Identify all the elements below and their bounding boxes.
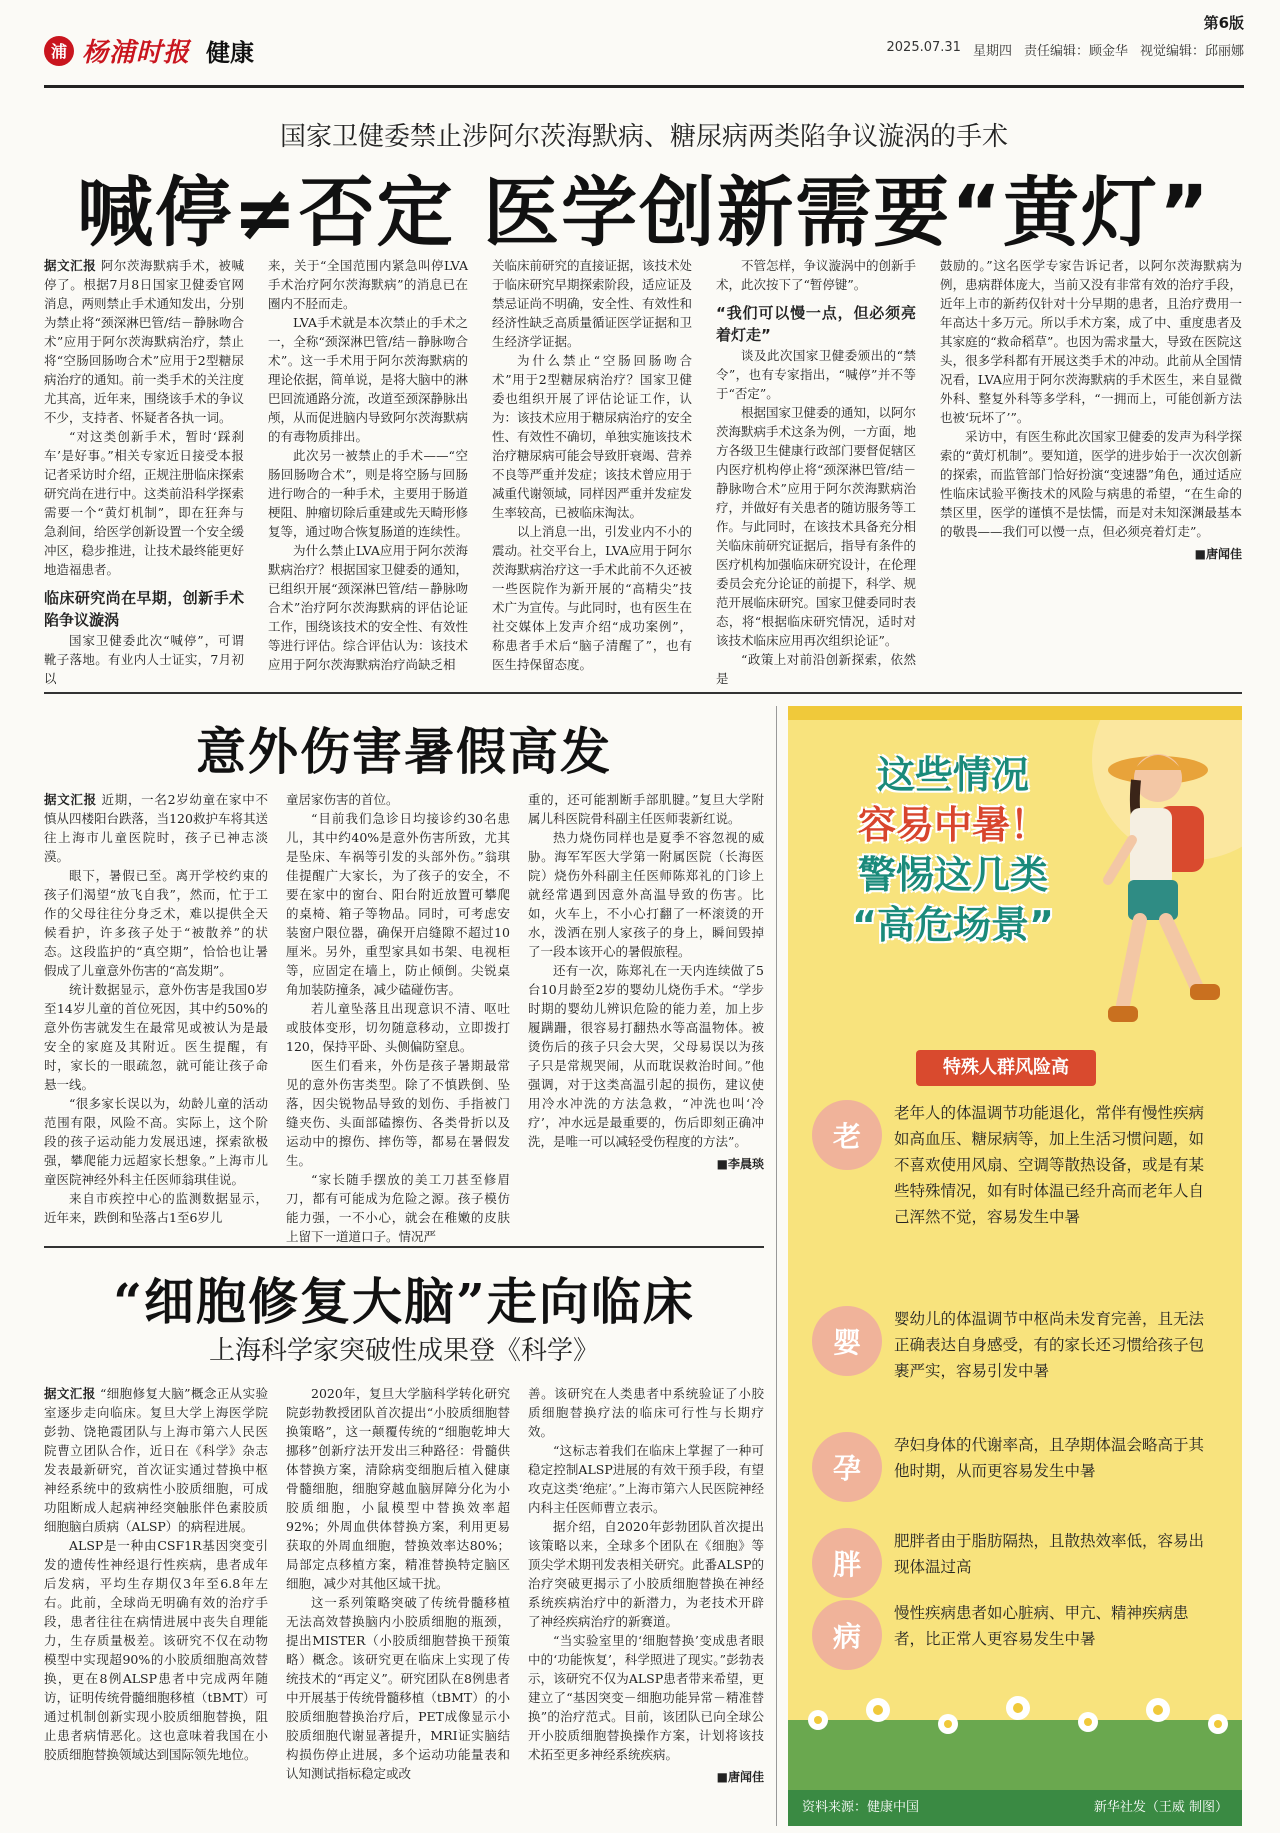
story1-column-3 bbox=[492, 256, 692, 686]
risk-group-infant bbox=[812, 1306, 1212, 1384]
story2-column-3 bbox=[528, 790, 764, 1230]
flowers-decoration-icon bbox=[788, 1660, 1242, 1790]
paragraph: 据介绍，自2020年彭勃团队首次提出该策略以来，全球多个团队在《细胞》等顶尖学术期刊发表相关研究。此番ALSP的治疗突破更揭示了小胶质细胞替换在神经系统疾病治疗中的新潜力，为老技术开辟了神经疾病治疗的新赛道。 bbox=[528, 1519, 764, 1629]
paragraph: 眼下，暑假已至。离开学校约束的孩子们渴望“放飞自我”，然而，忙于工作的父母往往分身乏术，难以提供全天候看护，许多孩子处于“被散养”的状态。这段监护的“真空期”，恰恰也让暑假成了儿童意外伤害的“高发期”。 bbox=[44, 868, 268, 978]
story2-column-2 bbox=[286, 790, 510, 1244]
risk-group-text: 孕妇身体的代谢率高，且孕期体温会略高于其他时期，从而更容易发生中暑 bbox=[894, 1436, 1205, 1480]
hiker-illustration-icon bbox=[1048, 730, 1242, 1060]
paragraph: 2020年，复旦大学脑科学转化研究院彭勃教授团队首次提出“小胶质细胞替换策略”，这一颠覆传统的“细胞乾坤大挪移”创新疗法开发出三种路径：骨髓供体替换方案，清除病变细胞后植入健康骨髓细胞，细胞穿越血脑屏障分化为小胶质细胞，小鼠模型中替换效率超92%；外周血供体替换方案，利用更易获取的外周血细胞，替换效率达80%；局部定点移植方案，精准替换特定脑区细胞，减少对其他区域干扰。 bbox=[286, 1386, 510, 1591]
story1-kicker: 国家卫健委禁止涉阿尔茨海默病、糖尿病两类陷争议漩涡的手术 bbox=[279, 122, 1008, 152]
paragraph: “政策上对前沿创新探索，依然是 bbox=[716, 652, 916, 686]
issue-date: 2025.07.31 bbox=[886, 40, 961, 55]
story3-headline: “细胞修复大脑”走向临床 bbox=[113, 1272, 695, 1331]
paragraph: 根据国家卫健委的通知，以阿尔茨海默病手术这条为例，一方面，地方各级卫生健康行政部门要督促辖区内医疗机构停止将“颈深淋巴管/结－静脉吻合术”应用于阿尔茨海默病治疗，并做好有关患者的随访服务等工作。与此同时，在该技术具备充分相关临床前研究证据后，指导有条件的医疗机构加强临床研究设计，在伦理委员会充分论证的前提下，科学、规范开展临床研究。国家卫健委同时表态，将“根据临床研究情况，适时对该技术临床应用再次组织论证”。 bbox=[716, 405, 917, 648]
paragraph: 医生们看来，外伤是孩子暑期最常见的意外伤害类型。除了不慎跌倒、坠落，因尖锐物品导致的划伤、手指被门缝夹伤、头面部磕擦伤、各类骨折以及运动中的擦伤、摔伤等，都易在暑假发生。 bbox=[286, 1058, 510, 1168]
story1-source: 据文汇报 bbox=[44, 258, 97, 273]
story3-source: 据文汇报 bbox=[44, 1386, 96, 1401]
editor-credit: 责任编辑：顾金华 bbox=[1023, 44, 1128, 59]
story3-byline: ■唐闻佳 bbox=[716, 1770, 764, 1784]
paragraph: 以上消息一出，引发业内不小的震动。社交平台上，LVA应用于阿尔茨海默病治疗这一手术此前不久还被一些医院作为新开展的“高精尖”技术广为宣传。与此同时，也有医生在社交媒体上发声介绍“成功案例”，称患者手术后“脑子清醒了”，也有医生持保留态度。 bbox=[492, 524, 693, 672]
dateline bbox=[887, 40, 1244, 59]
story3-column-2 bbox=[286, 1384, 510, 1824]
paragraph: “细胞修复大脑”概念正从实验室逐步走向临床。复旦大学上海医学院彭勃、饶艳霞团队与上海市第六人民医院曹立团队合作，近日在《科学》杂志发表最新研究，首次证实通过替换中枢神经系统中的致病性小胶质细胞，可成功阻断成人起病神经突触胀伴色素胶质细胞脑白质病（ALSP）的病程进展。 bbox=[44, 1386, 268, 1534]
title-line-2: 容易中暑！ bbox=[857, 803, 1048, 847]
paper-logo bbox=[44, 32, 254, 69]
story1-column-2 bbox=[268, 256, 468, 686]
paragraph: 统计数据显示，意外伤害是我国0岁至14岁儿童的首位死因，其中约50%的意外伤害就发生在最常见或被认为是最安全的家庭及其附近。医生提醒，有时，家长的一眼疏忽，就可能让孩子命悬一线。 bbox=[44, 982, 268, 1092]
paragraph: 此次另一被禁止的手术——“空肠回肠吻合术”，则是将空肠与回肠进行吻合的一种手术，主要用于肠道梗阻、肿瘤切除后重建或先天畸形修复等，通过吻合恢复肠道的连续性。 bbox=[268, 448, 469, 539]
paragraph: 阿尔茨海默病手术，被喊停了。根据7月8日国家卫健委官网消息，两则禁止手术通知发出，分别为禁止将“颈深淋巴管/结－静脉吻合术”应用于阿尔茨海默病治疗，禁止将“空肠回肠吻合术”应用于2型糖尿病治疗的通知。前一类手术的关注度尤其高，近年来，围绕该手术的争议不少，支持者、怀疑者各执一词。 bbox=[44, 258, 245, 425]
paragraph: “对这类创新手术，暂时‘踩刹车’是好事。”相关专家近日接受本报记者采访时介绍，正规注册临床探索研究尚在进行中。这类前沿科学探索需要一个“黄灯机制”，即在狂奔与急刹间，给医学创新设置一个安全缓冲区，稳步推进，让技术最终能更好地造福患者。 bbox=[44, 429, 245, 577]
risk-group-obese bbox=[812, 1528, 1212, 1598]
paragraph: “家长随手摆放的美工刀甚至修眉刀，都有可能成为危险之源。孩子模仿能力强，一不小心，就会在稚嫩的皮肤上留下一道道口子。情况严 bbox=[286, 1172, 510, 1244]
infographic-credit: 新华社发（王威 制图） bbox=[1093, 1800, 1228, 1815]
mother-baby-icon: 婴 bbox=[812, 1306, 882, 1376]
paragraph: “当实验室里的‘细胞替换’变成患者眼中的‘功能恢复’，科学照进了现实。”彭勃表示，该研究不仅为ALSP患者带来希望，更建立了“基因突变－细胞功能异常－精准替换”的治疗范式。目前，该团队已向全球公开小胶质细胞替换操作方案，计划将该技术拓至更多神经系统疾病。 bbox=[528, 1633, 764, 1762]
paragraph: 若儿童坠落且出现意识不清、呕吐或肢体变形，切勿随意移动，立即拨打120，保持平卧、头侧偏防窒息。 bbox=[286, 1001, 510, 1054]
section-name: 健康 bbox=[206, 39, 255, 67]
paragraph: LVA手术就是本次禁止的手术之一，全称“颈深淋巴管/结－静脉吻合术”。这一手术用于阿尔茨海默病的理论依据，简单说，是将大脑中的淋巴回流通路分流，改道至颈深静脉出颅，从而促进脑内导致阿尔茨海默病的有毒物质排出。 bbox=[268, 315, 469, 444]
paragraph: 童居家伤害的首位。 bbox=[286, 792, 399, 807]
paragraph: 热力烧伤同样也是夏季不容忽视的威胁。海军军医大学第一附属医院（长海医院）烧伤外科副主任医师陈郑礼的门诊上就经常遇到因意外高温导致的伤害。比如，火车上，不小心打翻了一杯滚烫的开水，泼洒在别人家孩子的身上，瞬间毁掉了一段本该开心的暑假旅程。 bbox=[528, 830, 764, 959]
story2-column-1 bbox=[44, 790, 268, 1230]
story1-subhead-1: 临床研究尚在早期，创新手术陷争议漩涡 bbox=[44, 589, 244, 629]
elderly-icon: 老 bbox=[812, 1100, 882, 1170]
paragraph: “很多家长误以为，幼龄儿童的活动范围有限，风险不高。实际上，这个阶段的孩子运动能力发展迅速，探索欲极强，攀爬能力远超家长想象。”上海市儿童医院神经外科主任医师翁琪佳说。 bbox=[44, 1096, 268, 1187]
infographic-title bbox=[838, 750, 1068, 950]
risk-group-band: 特殊人群风险高 bbox=[916, 1050, 1096, 1086]
paper-name: 杨浦时报 bbox=[82, 38, 191, 68]
story2-source: 据文汇报 bbox=[44, 792, 97, 807]
pregnant-woman-icon: 孕 bbox=[812, 1432, 882, 1502]
paragraph: 善。该研究在人类患者中系统验证了小胶质细胞替换疗法的临床可行性与长期疗效。 bbox=[528, 1386, 764, 1439]
paragraph: 为什么禁止“空肠回肠吻合术”用于2型糖尿病治疗？国家卫健委也组织开展了评估论证工作，认为：该技术应用于糖尿病治疗的安全性、有效性不确切，单独实施该技术治疗糖尿病可能会导致肝衰竭、营养不良等严重并发症；该技术曾应用于减重代谢领域，同样因严重并发症发生率较高，已被临床淘汰。 bbox=[492, 353, 693, 520]
risk-group-pregnant bbox=[812, 1432, 1212, 1502]
paragraph: 关临床前研究的直接证据，该技术处于临床研究早期探索阶段，适应证及禁忌证尚不明确，安全性、有效性和经济性缺乏高质量循证医学证据和卫生经济学证据。 bbox=[492, 258, 693, 349]
heatstroke-infographic bbox=[788, 706, 1242, 1826]
story1-column-4 bbox=[716, 256, 916, 686]
issue-weekday: 星期四 bbox=[972, 44, 1012, 59]
story1-byline: ■唐闻佳 bbox=[1194, 547, 1242, 561]
paragraph: 来，关于“全国范围内紧急叫停LVA手术治疗阿尔茨海默病”的消息已在圈内不胫而走。 bbox=[268, 258, 468, 311]
paragraph: 不管怎样，争议漩涡中的创新手术，此次按下了“暂停键”。 bbox=[716, 258, 917, 292]
story1-column-1 bbox=[44, 256, 244, 686]
risk-group-text: 婴幼儿的体温调节中枢尚未发育完善，且无法正确表达自身感受，有的家长还习惯给孩子包裹严实，容易引发中暑 bbox=[894, 1310, 1205, 1380]
paragraph: 采访中，有医生称此次国家卫健委的发声为科学探索的“黄灯机制”。要知道，医学的进步始于一次次创新的探索，而监管部门恰好扮演“变速器”角色，通过适应性临床试验平衡技术的风险与病患的希望，“在生命的禁区里，医学的谨慎不是怯懦，而是对未知深渊最基本的敬畏——我们可以慢一点，但必须亮着灯走”。 bbox=[940, 429, 1242, 539]
paragraph: 近期，一名2岁幼童在家中不慎从四楼阳台跌落，当120救护车将其送往上海市儿童医院时，孩子已神志淡漠。 bbox=[44, 792, 268, 864]
paragraph: “这标志着我们在临床上掌握了一种可稳定控制ALSP进展的有效干预手段，有望攻克这类‘绝症’。”上海市第六人民医院神经内科主任医师曹立表示。 bbox=[528, 1443, 764, 1515]
risk-group-text: 慢性疾病患者如心脏病、甲亢、精神疾病患者，比正常人更容易发生中暑 bbox=[894, 1604, 1189, 1648]
paragraph: 重的，还可能割断手部肌腱。”复旦大学附属儿科医院骨科副主任医师裴新红说。 bbox=[528, 792, 764, 826]
obese-person-icon: 胖 bbox=[812, 1528, 882, 1598]
column-divider bbox=[776, 706, 777, 1826]
paragraph: 来自市疾控中心的监测数据显示，近年来，跌倒和坠落占1至6岁儿 bbox=[44, 1191, 268, 1225]
section-divider bbox=[44, 692, 1242, 694]
paragraph: 谈及此次国家卫健委颁出的“禁令”，也有专家指出，“喊停”并不等于“否定”。 bbox=[716, 348, 916, 401]
story1-column-5 bbox=[940, 256, 1242, 686]
visual-editor-credit: 视觉编辑：邱丽娜 bbox=[1139, 44, 1244, 59]
title-line-4: “高危场景” bbox=[852, 903, 1054, 947]
infographic-footer bbox=[788, 1790, 1242, 1826]
paragraph: 这一系列策略突破了传统骨髓移植无法高效替换脑内小胶质细胞的瓶颈，提出MISTER（小胶质细胞替换干预策略）概念。该研究更在临床上实现了传统技术的“再定义”。研究团队在8例患者中开展基于传统骨髓移植（tBMT）的小胶质细胞替换治疗后，PET成像显示小胶质细胞代谢显著提升，MRI证实脑结构损伤停止进展，多个运动功能量表和认知测试指标稳定或改 bbox=[286, 1595, 510, 1781]
story3-column-3 bbox=[528, 1384, 764, 1824]
patient-bed-icon: 病 bbox=[812, 1600, 882, 1670]
risk-group-text: 肥胖者由于脂肪隔热，且散热效率低，容易出现体温过高 bbox=[894, 1532, 1205, 1576]
risk-group-text: 老年人的体温调节功能退化，常伴有慢性疾病如高血压、糖尿病等，加上生活习惯问题，如不喜欢使用风扇、空调等散热设备，或是有某些特殊情况，如有时体温已经升高而老年人自己浑然不觉，容易发生中暑 bbox=[894, 1104, 1205, 1226]
title-line-1: 这些情况 bbox=[876, 753, 1029, 797]
paragraph: 为什么禁止LVA应用于阿尔茨海默病治疗？根据国家卫健委的通知，已组织开展“颈深淋巴管/结－静脉吻合术”治疗阿尔茨海默病的评估论证工作，围绕该技术的安全性、有效性等进行评估。综合评估认为：该技术应用于阿尔茨海默病治疗尚缺乏相 bbox=[268, 543, 469, 672]
story2-headline: 意外伤害暑假高发 bbox=[196, 722, 612, 781]
story2-byline: ■李晨琰 bbox=[716, 1157, 764, 1171]
story3-column-1 bbox=[44, 1384, 268, 1824]
paragraph: 国家卫健委此次“喊停”，可谓靴子落地。有业内人士证实，7月初以 bbox=[44, 633, 244, 686]
risk-group-elderly bbox=[812, 1100, 1212, 1230]
paragraph: “目前我们急诊日均接诊约30名患儿，其中约40%是意外伤害所致，尤其是坠床、车祸等引发的头部外伤。”翁琪佳提醒广大家长，为了孩子的安全，不要在家中的窗台、阳台附近放置可攀爬的桌椅、箱子等物品。同时，可考虑安装窗户限位器，确保开启缝隙不超过10厘米。另外，重型家具如书架、电视柜等，应固定在墙上，防止倾倒。尖锐桌角加装防撞条，减少磕碰伤害。 bbox=[286, 811, 510, 997]
story1-subhead-2: “我们可以慢一点，但必须亮着灯走” bbox=[716, 304, 916, 344]
title-line-3: 警惕这几类 bbox=[857, 853, 1048, 897]
paragraph: 鼓励的。”这名医学专家告诉记者，以阿尔茨海默病为例，患病群体庞大，当前又没有非常有效的治疗手段，近年上市的新药仅针对十分早期的患者，且治疗费用一年高达十多万元。所以手术方案，成了中、重度患者及其家庭的“救命稻草”。也因为需求量大，导致在医院这头，很多学科都有开展这类手术的冲动。此前从全国情况看，LVA应用于阿尔茨海默病的手术医生，来自显微外科、整复外科等多学科，“一拥而上，可能创新方法也被‘玩坏了’”。 bbox=[940, 258, 1242, 425]
infographic-source: 资料来源：健康中国 bbox=[802, 1800, 920, 1815]
paragraph: 还有一次，陈郑礼在一天内连续做了5台10月龄至2岁的婴幼儿烧伤手术。“学步时期的婴幼儿辨识危险的能力差，加上步履蹒跚，很容易打翻热水等高温物体。被烫伤后的孩子只会大哭，父母易误以为孩子只是常规哭闹，从而耽误救治时间。”他强调，对于这类高温引起的损伤，建议使用冷水冲洗的方法急救，“冲洗也叫‘冷疗’，冲水远是最重要的，伤后即刻正确冲洗，是唯一可以减轻受伤程度的方法”。 bbox=[528, 963, 764, 1149]
paragraph: ALSP是一种由CSF1R基因突变引发的遗传性神经退行性疾病，患者成年后发病，平均生存期仅3年至6.8年左右。此前，全球尚无明确有效的治疗手段，患者往往在病情进展中丧失自理能力，生存质量极差。该研究不仅在动物模型中实现超90%的小胶质细胞高效替换，更在8例ALSP患者中完成两年随访，证明传统骨髓细胞移植（tBMT）可通过机制创新实现小胶质细胞替换，阻止患者病情恶化。这也意味着我国在小胶质细胞替换领域达到国际领先地位。 bbox=[44, 1538, 268, 1762]
masthead bbox=[44, 10, 1244, 88]
story3-subtitle: 上海科学家突破性成果登《科学》 bbox=[208, 1336, 599, 1366]
page-number: 第6版 bbox=[1203, 14, 1244, 32]
logo-mark-icon: 浦 bbox=[44, 36, 74, 66]
section-divider bbox=[44, 1246, 764, 1248]
story1-headline: 喊停≠否定 医学创新需要“黄灯” bbox=[76, 168, 1212, 257]
